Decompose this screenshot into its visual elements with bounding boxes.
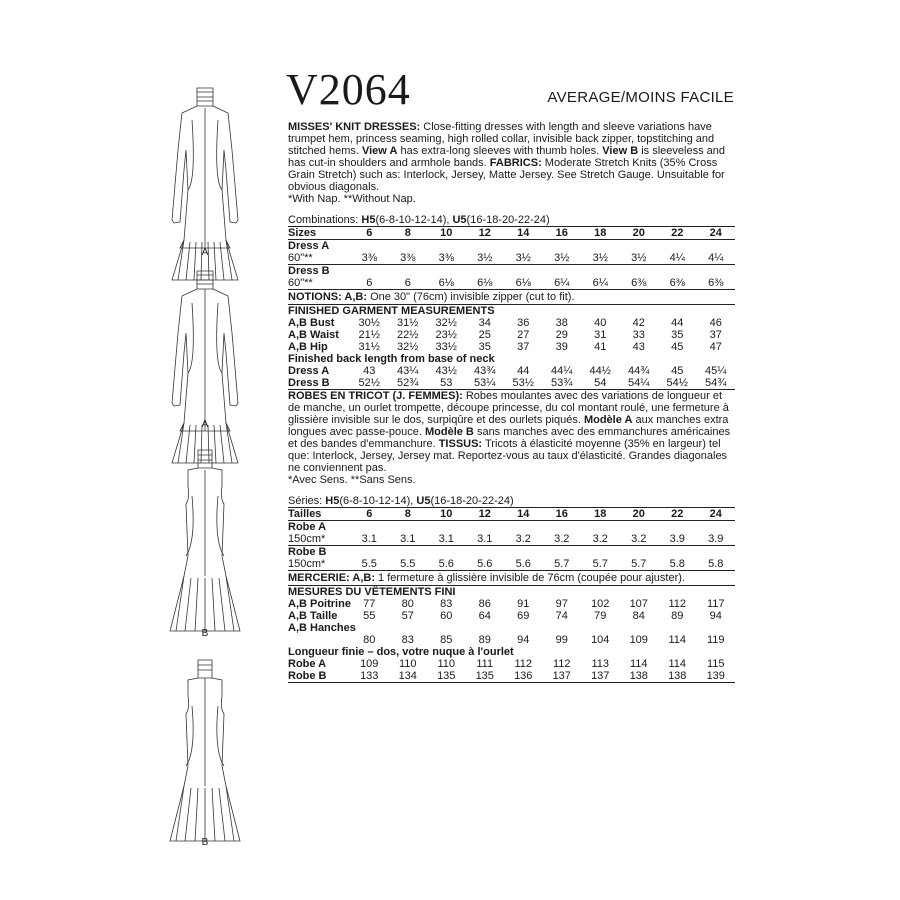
english-combinations: Combinations: H5(6-8-10-12-14), U5(16-18-20-22-24) xyxy=(288,214,550,226)
sketch-label-b-front: B xyxy=(201,628,209,639)
hip-row: A,B Hip 31½ 32½ 33½ 35 37 39 41 43 45 47 xyxy=(288,341,722,353)
hanches-row: 80 83 85 89 94 99 104 109 114 119 xyxy=(363,634,725,646)
french-description: ROBES EN TRICOT (J. FEMMES): Robes moulantes avec des variations de longueur et de manche, un ourlet trompette, découpe princesse, du col montant roulé, une fermeture à glissière invisible sur le dos, surpiqûre et des ourlets piqués. Modèle A aux manches extra longues avec passe-pouce. Modèle B sans manches avec des emmanchures américaines et des bandes d'emmanchure. TISSUS: Tricots à élasticité moyenne (35% en largeur) tel que: Interlock, Jersey, Jersey mat. Reportez-vous au taux d'élasticité. Grandes diagonales ne conviennent pas. xyxy=(288,390,731,474)
dress-b-yardage-row: 60"** 6 6 6⅛ 6⅛ 6⅛ 6¼ 6¼ 6⅜ 6⅜ 6⅜ xyxy=(288,277,735,290)
robe-b-metres-row: 150cm* 5.5 5.5 5.6 5.6 5.6 5.7 5.7 5.7 5.8 5.8 xyxy=(288,558,735,571)
french-nap-note: *Avec Sens. **Sans Sens. xyxy=(288,474,416,486)
french-combinations: Séries: H5(6-8-10-12-14), U5(16-18-20-22-24) xyxy=(288,495,514,507)
dress-a-heading: Dress A xyxy=(288,240,330,252)
dress-a-yardage-row: 60"** 3⅜ 3⅜ 3⅜ 3½ 3½ 3½ 3½ 3½ 4¼ 4¼ xyxy=(288,252,735,265)
english-yardage-table xyxy=(288,226,735,290)
hanches-label: A,B Hanches xyxy=(288,622,356,634)
difficulty-label: AVERAGE/MOINS FACILE xyxy=(547,89,734,106)
poitrine-row: A,B Poitrine 77 80 83 86 91 97 102 107 112 117 xyxy=(288,598,725,610)
robe-a-metres-row: 150cm* 3.1 3.1 3.1 3.1 3.2 3.2 3.2 3.2 3.9 3.9 xyxy=(288,533,735,546)
dress-b-heading: Dress B xyxy=(288,265,330,277)
sketch-label-b-back: B xyxy=(201,837,209,848)
english-notions: NOTIONS: A,B: One 30" (76cm) invisible zipper (cut to fit). xyxy=(288,290,735,305)
technical-sketches xyxy=(140,80,270,850)
sketch-view-a-back xyxy=(172,271,238,463)
longueur-a-row: Robe A 109 110 110 111 112 112 113 114 114 115 xyxy=(288,658,725,670)
pattern-info xyxy=(288,121,735,683)
french-finished-measurements xyxy=(288,586,735,683)
longueur-title: Longueur finie – dos, votre nuque à l'ourlet xyxy=(288,646,514,658)
sketch-label-a-back: A xyxy=(201,419,209,430)
english-nap-note: *With Nap. **Without Nap. xyxy=(288,193,416,205)
longueur-b-row: Robe B 133 134 135 135 136 137 137 138 138 139 xyxy=(288,670,735,683)
length-b-row: Dress B 52½ 52¾ 53 53¼ 53½ 53¾ 54 54¼ 54½ 54¾ xyxy=(288,377,735,390)
english-finished-measurements xyxy=(288,305,735,390)
waist-row: A,B Waist 21½ 22½ 23½ 25 27 29 31 33 35 37 xyxy=(288,329,722,341)
mesures-title: MESURES DU VÊTEMENTS FINI xyxy=(288,586,456,598)
sketch-view-b-front xyxy=(170,450,240,631)
french-fabric-table xyxy=(288,507,735,571)
taille-header-row: Tailles 6 8 10 12 14 16 18 20 22 24 xyxy=(288,508,735,521)
sketch-label-a-front: A xyxy=(201,247,209,258)
pattern-number: V2064 xyxy=(286,65,411,114)
taille-row: A,B Taille 55 57 60 64 69 74 79 84 89 94 xyxy=(288,610,722,622)
length-a-row: Dress A 43 43¼ 43½ 43¾ 44 44¼ 44½ 44¾ 45 45¼ xyxy=(288,365,727,377)
robe-a-heading: Robe A xyxy=(288,521,327,533)
bust-row: A,B Bust 30½ 31½ 32½ 34 36 38 40 42 44 46 xyxy=(288,317,722,329)
size-header-row: Sizes 6 8 10 12 14 16 18 20 22 24 xyxy=(288,227,735,240)
sketch-view-b-back xyxy=(170,660,240,841)
robe-b-heading: Robe B xyxy=(288,546,327,558)
finished-title: FINISHED GARMENT MEASUREMENTS xyxy=(288,305,495,317)
english-description: MISSES' KNIT DRESSES: Close-fitting dresses with length and sleeve variations have trumpet hem, princess seaming, high rolled collar, invisible back zipper, topstitching and stitched hems. View A has extra-long sleeves with thumb holes. View B is sleeveless and has cut-in shoulders and armhole bands. FABRICS: Moderate Stretch Knits (35% Cross Grain Stretch) such as: Interlock, Jersey, Matte Jersey. See Stretch Gauge. Unsuitable for obvious diagonals. xyxy=(288,121,725,193)
sketch-drawings xyxy=(140,80,270,850)
back-length-title: Finished back length from base of neck xyxy=(288,353,495,365)
french-notions: MERCERIE: A,B: 1 fermeture à glissière invisible de 76cm (coupée pour ajuster). xyxy=(288,571,735,586)
